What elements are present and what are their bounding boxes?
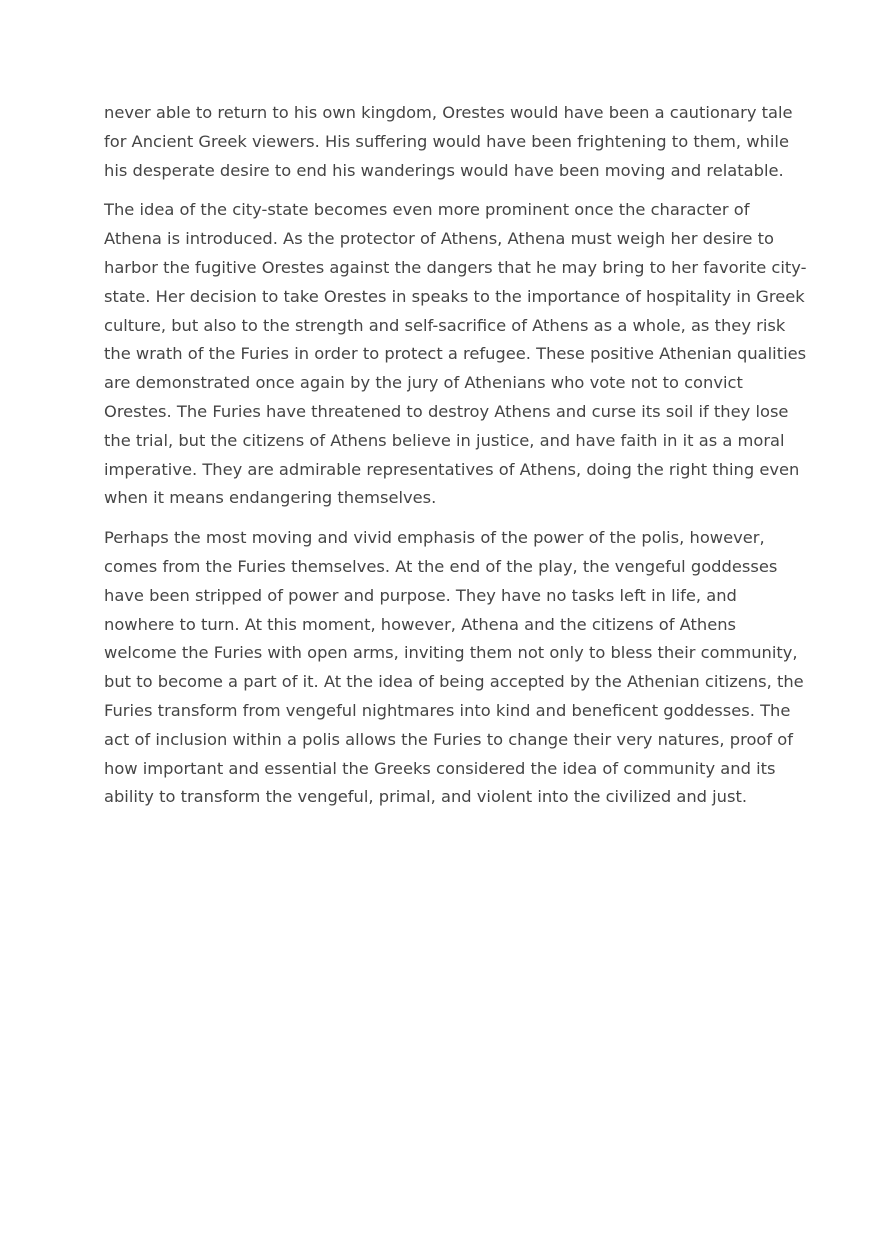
text-line: his desperate desire to end his wanderings would have been moving and relatable.: [104, 160, 784, 180]
text-line: how important and essential the Greeks considered the idea of community and its: [104, 758, 776, 778]
text-line: The idea of the city-state becomes even more prominent once the character of: [104, 200, 750, 220]
text-line: culture, but also to the strength and self-sacrifice of Athens as a whole, as they risk: [104, 315, 786, 335]
text-line: for Ancient Greek viewers. His suffering would have been frightening to them, while: [104, 131, 789, 151]
text-line: imperative. They are admirable representatives of Athens, doing the right thing even: [104, 459, 800, 479]
text-line: Furies transform from vengeful nightmares into kind and beneficent goddesses. The: [104, 700, 791, 720]
text-line: Athena is introduced. As the protector of Athens, Athena must weigh her desire to: [104, 229, 774, 249]
text-line: act of inclusion within a polis allows the Furies to change their very natures, proof of: [104, 729, 793, 749]
text-line: comes from the Furies themselves. At the end of the play, the vengeful goddesses: [104, 556, 778, 576]
text-line: but to become a part of it. At the idea of being accepted by the Athenian citizens, the: [104, 672, 804, 692]
text-line: have been stripped of power and purpose. They have no tasks left in life, and: [104, 585, 737, 605]
text-line: nowhere to turn. At this moment, however, Athena and the citizens of Athens: [104, 614, 737, 634]
text-line: harbor the fugitive Orestes against the dangers that he may bring to her favorite city-: [104, 257, 807, 277]
paragraph-orestes-wanderings: [104, 99, 804, 185]
document-body: [104, 99, 807, 823]
text-line: never able to return to his own kingdom, Orestes would have been a cautionary tale: [104, 103, 793, 122]
text-line: state. Her decision to take Orestes in speaks to the importance of hospitality in Greek: [104, 286, 805, 306]
text-line: are demonstrated once again by the jury of Athenians who vote not to convict: [104, 373, 743, 393]
text-line: the wrath of the Furies in order to protect a refugee. These positive Athenian qualities: [104, 344, 807, 364]
paragraph-city-state: [104, 196, 807, 513]
text-line: Orestes. The Furies have threatened to destroy Athens and curse its soil if they lose: [104, 401, 789, 421]
text-line: when it means endangering themselves.: [104, 488, 437, 508]
text-line: the trial, but the citizens of Athens believe in justice, and have faith in it as a moral: [104, 430, 785, 450]
paragraph-power-of-polis: [104, 524, 804, 812]
text-line: welcome the Furies with open arms, inviting them not only to bless their community,: [104, 643, 798, 663]
text-line: ability to transform the vengeful, primal, and violent into the civilized and just.: [104, 787, 748, 807]
text-line: Perhaps the most moving and vivid emphasis of the power of the polis, however,: [104, 528, 765, 548]
